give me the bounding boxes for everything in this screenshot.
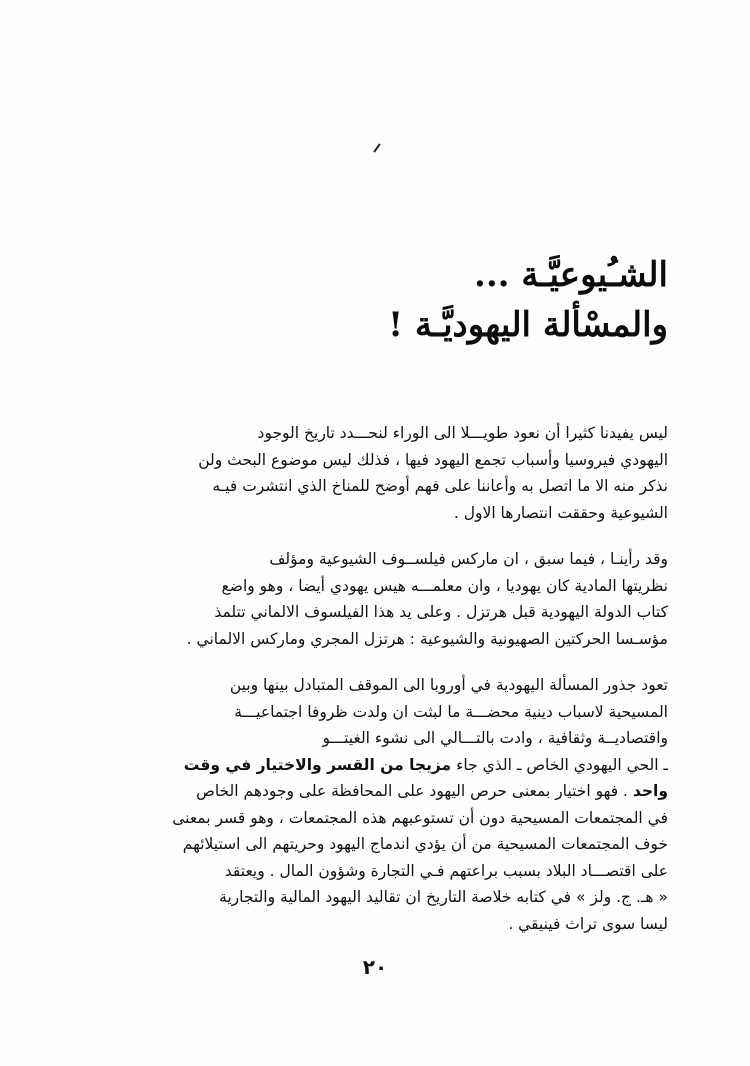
text-line: المسيحية لاسباب دينية محضـــة ما لبثت ان ولدت ظروفا اجتماعيـــة [234, 702, 668, 721]
text-line: كتاب الدولة اليهودية قبل هرتزل . وعلى يد هذا الفيلسوف الالماني تتلمذ [214, 603, 668, 621]
text-line: واقتصاديــة وثقافية ، وادت بالتـــالي الى نشوء الغيتـــو [322, 729, 668, 747]
text-line: « هـ. ج. ولز » في كتابه خلاصة التاريخ ان تقاليد اليهود المالية والتجارية [219, 888, 668, 906]
stray-pen-mark [373, 143, 380, 152]
chapter-title-line-1: الشـُيوعيَّـة ... [473, 255, 668, 295]
text-line-with-bold [138, 778, 668, 805]
text-line: نظريتها المادية كان يهوديا ، وان معلمـــه هيس يهودي أيضا ، وهو واضع [221, 576, 668, 595]
text-line: تعود جذور المسألة اليهودية في أوروبا الى الموقف المتبادل بينها وبين [229, 676, 668, 694]
text-line: مؤسـسا الحركتين الصهيونية والشيوعية : هرتزل المجري وماركس الالماني . [186, 629, 668, 648]
text-line-with-bold [138, 752, 668, 779]
text-line: في المجتمعات المسيحية دون أن تستوعبهم هذه المجتمعات ، وهو قسر بمعنى [172, 808, 668, 827]
paragraph-1 [138, 420, 668, 526]
paragraph-3 [138, 672, 668, 937]
text-line: وقد رأينـا ، فيما سبق ، ان ماركس فيلســوف الشيوعية ومؤلف [269, 550, 668, 568]
chapter-title-line-2: والمسْألة اليهوديَّـة ! [388, 305, 668, 345]
text-line: على اقتصـــاد البلاد بسبب براعتهم فـي التجارة وشؤون المال . ويعتقد [224, 861, 668, 880]
text-line: اليهودي فيروسيا وأسباب تجمع اليهود فيها ، فذلك ليس موضوع البحث ولن [198, 450, 668, 469]
text-line: الشيوعية وحققت انتصارها الاول . [453, 503, 668, 522]
text-line: ليس يفيدنا كثيرا أن نعود طويـــلا الى الوراء لنحـــدد تاريخ الوجود [257, 424, 668, 442]
bold-phrase: مزيجا من القسر والاختيار في وقت [183, 755, 452, 774]
body-text [138, 420, 668, 937]
text-segment: ـ الحي اليهودي الخاص ـ الذي جاء [456, 755, 668, 774]
paragraph-2 [138, 546, 668, 652]
page-number: ٢٠ [362, 955, 388, 979]
text-line: ليسا سوى تراث فينيقي . [508, 914, 668, 933]
text-line: نذكر منه الا ما اتصل به وأعاننا على فهم أوضح للمناخ الذي انتشرت فيـه [212, 477, 668, 495]
bold-phrase: واحد [632, 782, 668, 800]
text-line: خوف المجتمعات المسيحية من أن يؤدي اندماج اليهود وحريتهم الى استيلائهم [182, 835, 668, 853]
chapter-title [348, 250, 668, 350]
text-segment: . فهو اختيار بمعنى حرص اليهود على المحافظة على وجودهم الخاص [196, 782, 628, 800]
